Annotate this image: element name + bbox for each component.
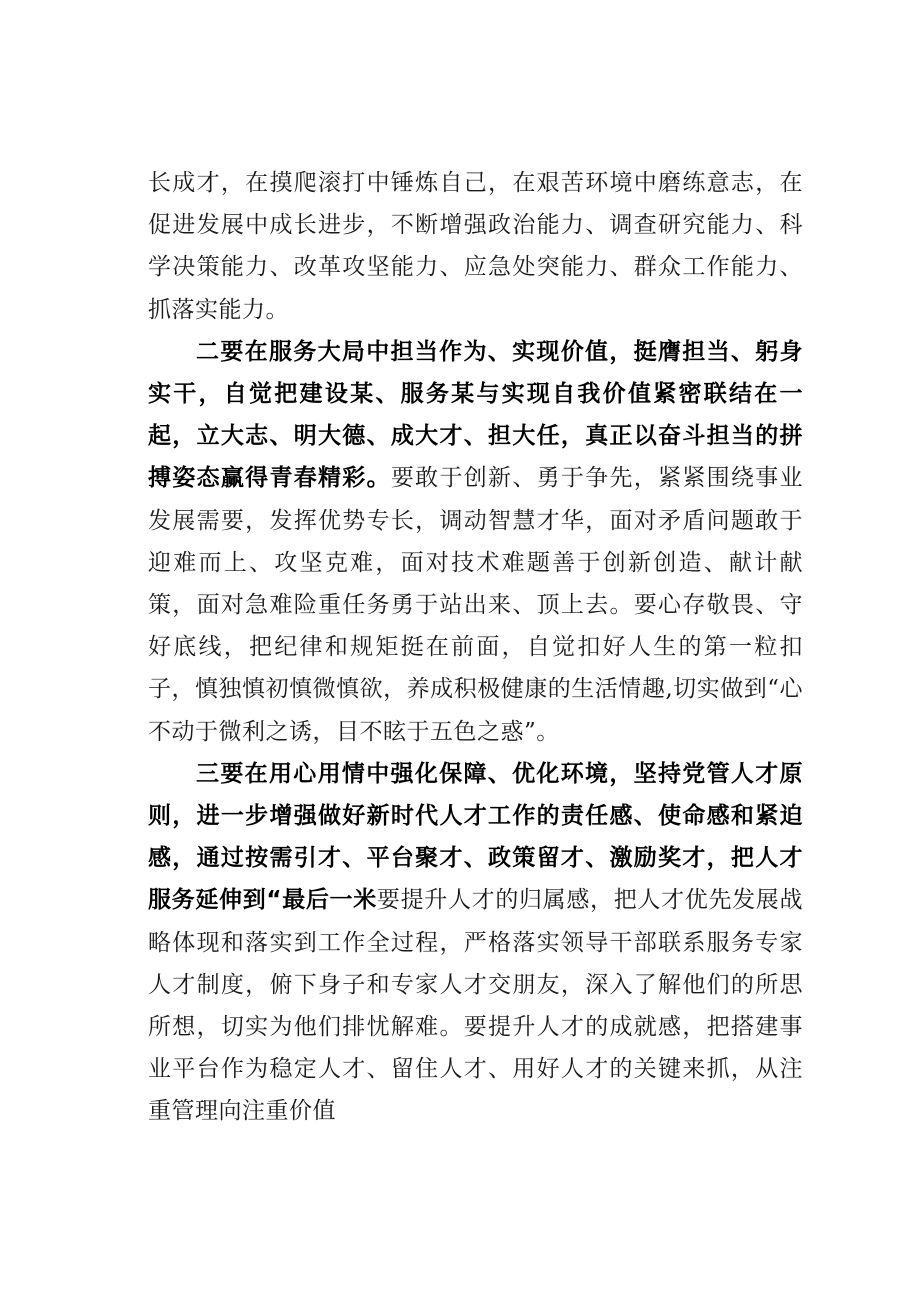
paragraph-2-body: 要敢于创新、勇于争先，紧紧围绕事业发展需要，发挥优势专长，调动智慧才华，面对矛盾问题敢于迎难而上、攻坚克难，面对技术难题善于创新创造、献计献策，面对急难险重任务勇于站出来、顶上去。要心存敬畏、守好底线，把纪律和规矩挺在前面，自觉扣好人生的第一粒扣子，慎独慎初慎微慎欲，养成积极健康的生活情趣,切实做到“心不动于微利之诱，目不眩于五色之惑”。 [148, 465, 804, 745]
paragraph-point-two [148, 331, 803, 753]
paragraph-3-lead: 三要在用心用情中强化保障、优化环境，坚持党管人才原则，进一步增强做好新时代人才工作的责任感、使命感和紧迫感，通过按需引才、平台聚才、政策留才、激励奖才，把人才服务延伸到“最后一米 [148, 760, 803, 914]
paragraph-continuation [148, 162, 803, 331]
document-body [148, 162, 803, 1133]
paragraph-2-lead: 二要在服务大局中担当作为、实现价值，挺膺担当、躬身实干，自觉把建设某、服务某与实现自我价值紧密联结在一起，立大志、明大德、成大才、担大任，真正以奋斗担当的拼搏姿态赢得青春精彩。 [148, 338, 803, 492]
paragraph-3-body: 要提升人才的归属感，把人才优先发展战略体现和落实到工作全过程，严格落实领导干部联系服务专家人才制度，俯下身子和专家人才交朋友，深入了解他们的所思所想，切实为他们排忧解难。要提升人才的成就感，把搭建事业平台作为稳定人才、留住人才、用好人才的关键来抓，从注重管理向注重价值 [148, 887, 803, 1125]
paragraph-1-body: 长成才，在摸爬滚打中锤炼自己，在艰苦环境中磨练意志，在促进发展中成长进步，不断增强政治能力、调查研究能力、科学决策能力、改革攻坚能力、应急处突能力、群众工作能力、抓落实能力。 [148, 170, 803, 323]
paragraph-point-three [148, 753, 803, 1133]
